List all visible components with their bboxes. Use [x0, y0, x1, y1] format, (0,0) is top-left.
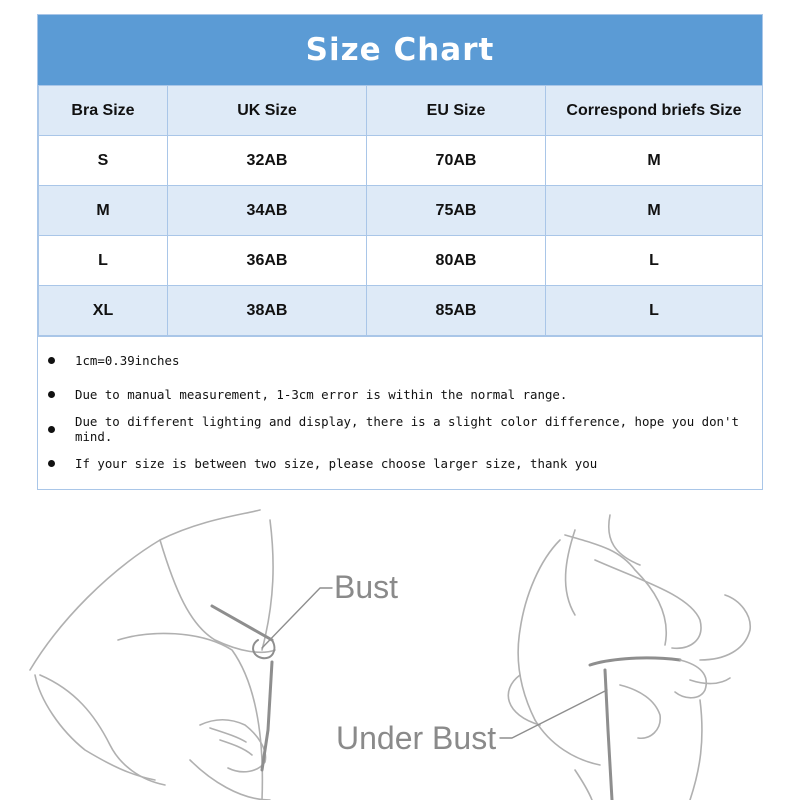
cell-bra-size: XL — [39, 286, 168, 336]
header-briefs-size: Correspond briefs Size — [546, 86, 763, 136]
cell-briefs-size: L — [546, 236, 763, 286]
bust-label: Bust — [334, 569, 399, 605]
cell-uk-size: 38AB — [168, 286, 367, 336]
note-text: 1cm=0.39inches — [75, 352, 180, 368]
cell-bra-size: L — [39, 236, 168, 286]
cell-bra-size: S — [39, 136, 168, 186]
cell-briefs-size: M — [546, 136, 763, 186]
cell-eu-size: 85AB — [367, 286, 546, 336]
table-header-row — [39, 86, 763, 136]
measurement-illustration — [0, 500, 800, 800]
cell-uk-size: 34AB — [168, 186, 367, 236]
note-item — [38, 447, 762, 482]
table-row — [39, 236, 763, 286]
cell-uk-size: 32AB — [168, 136, 367, 186]
size-table — [38, 85, 763, 336]
bullet-icon — [48, 426, 55, 433]
bullet-icon — [48, 357, 55, 364]
note-item — [38, 378, 762, 413]
size-chart — [37, 14, 763, 490]
title-bar — [38, 15, 762, 85]
header-bra-size: Bra Size — [39, 86, 168, 136]
header-uk-size: UK Size — [168, 86, 367, 136]
bullet-icon — [48, 460, 55, 467]
cell-briefs-size: L — [546, 286, 763, 336]
note-text: If your size is between two size, please choose larger size, thank you — [75, 456, 598, 472]
cell-eu-size: 70AB — [367, 136, 546, 186]
table-row — [39, 186, 763, 236]
table-row — [39, 286, 763, 336]
bullet-icon — [48, 391, 55, 398]
under-bust-label: Under Bust — [336, 720, 497, 756]
chart-title: Size Chart — [305, 32, 495, 68]
cell-eu-size: 75AB — [367, 186, 546, 236]
note-text: Due to different lighting and display, there is a slight color difference, hope you don't mind. — [75, 414, 739, 445]
cell-briefs-size: M — [546, 186, 763, 236]
header-eu-size: EU Size — [367, 86, 546, 136]
notes-list — [38, 336, 762, 489]
cell-bra-size: M — [39, 186, 168, 236]
note-item — [38, 343, 762, 378]
note-text: Due to manual measurement, 1-3cm error is within the normal range. — [75, 387, 568, 403]
note-item — [38, 412, 762, 447]
cell-eu-size: 80AB — [367, 236, 546, 286]
table-row — [39, 136, 763, 186]
cell-uk-size: 36AB — [168, 236, 367, 286]
